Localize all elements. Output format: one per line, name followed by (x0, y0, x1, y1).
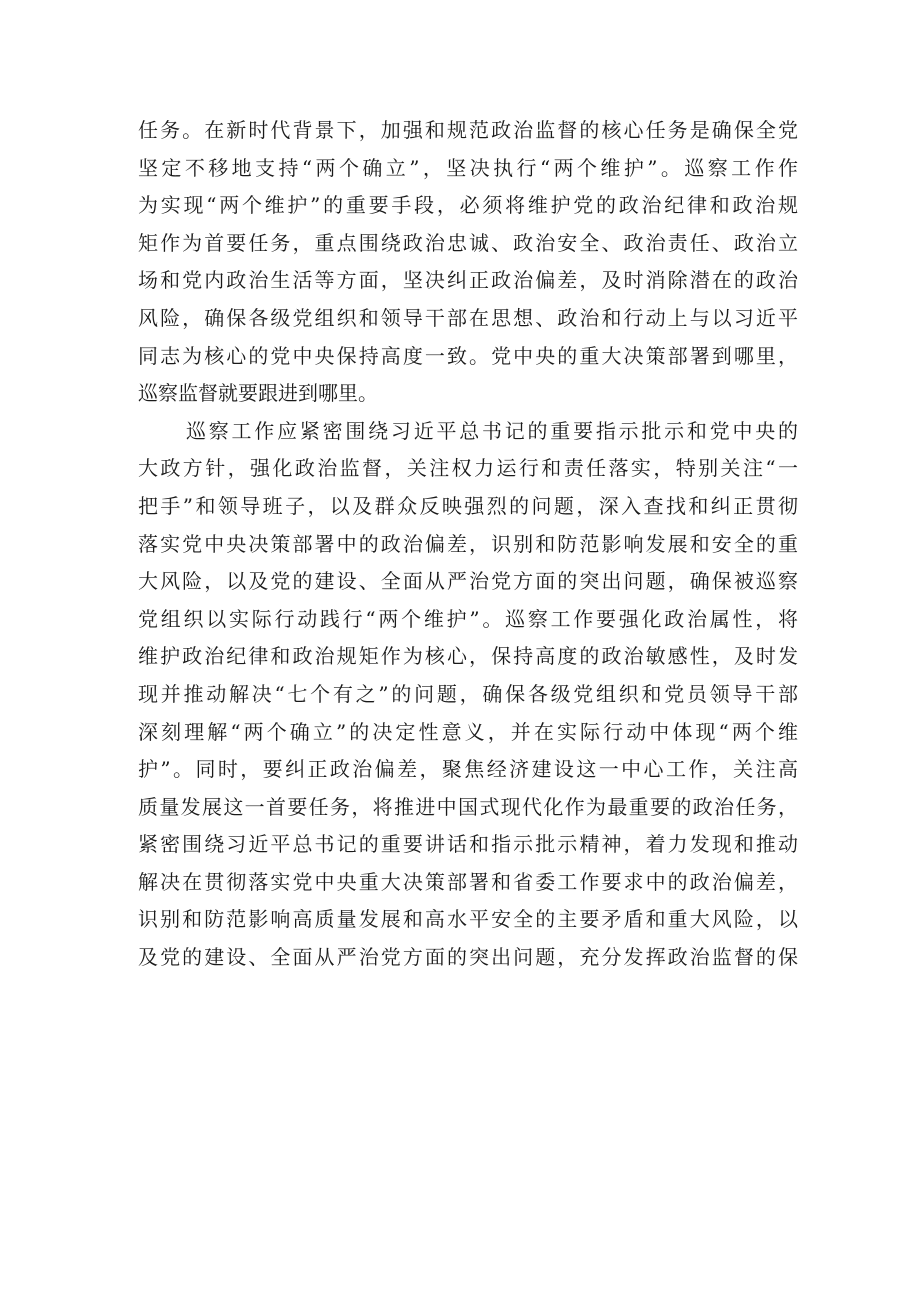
text-line: 深刻理解“两个确立”的决定性意义，并在实际行动中体现“两个维 (138, 719, 798, 744)
text-line: 巡察监督就要跟进到哪里。 (138, 381, 378, 406)
text-line: 为实现“两个维护”的重要手段，必须将维护党的政治纪律和政治规 (138, 193, 798, 218)
text-line: 风险，确保各级党组织和领导干部在思想、政治和行动上与以习近平 (138, 305, 798, 330)
text-line: 矩作为首要任务，重点围绕政治忠诚、政治安全、政治责任、政治立 (138, 230, 798, 255)
text-line: 把手”和领导班子，以及群众反映强烈的问题，深入查找和纠正贯彻 (138, 493, 798, 518)
text-line: 同志为核心的党中央保持高度一致。党中央的重大决策部署到哪里， (138, 343, 798, 368)
text-line: 现并推动解决“七个有之”的问题，确保各级党组织和党员领导干部 (138, 681, 798, 706)
text-line: 巡察工作应紧密围绕习近平总书记的重要指示批示和党中央的 (186, 418, 798, 443)
body-text (138, 112, 798, 977)
text-line: 维护政治纪律和政治规矩作为核心，保持高度的政治敏感性，及时发 (138, 644, 798, 669)
text-line: 大风险，以及党的建设、全面从严治党方面的突出问题，确保被巡察 (138, 569, 798, 594)
text-line: 坚定不移地支持“两个确立”，坚决执行“两个维护”。巡察工作作 (138, 155, 798, 180)
text-line: 场和党内政治生活等方面，坚决纠正政治偏差，及时消除潜在的政治 (138, 268, 798, 293)
text-line: 及党的建设、全面从严治党方面的突出问题，充分发挥政治监督的保 (138, 945, 798, 970)
text-line: 解决在贯彻落实党中央重大决策部署和省委工作要求中的政治偏差， (138, 869, 798, 894)
text-line: 识别和防范影响高质量发展和高水平安全的主要矛盾和重大风险，以 (138, 907, 798, 932)
text-line: 任务。在新时代背景下，加强和规范政治监督的核心任务是确保全党 (138, 118, 798, 142)
text-line: 护”。同时，要纠正政治偏差，聚焦经济建设这一中心工作，关注高 (138, 757, 798, 782)
text-line: 质量发展这一首要任务，将推进中国式现代化作为最重要的政治任务， (138, 794, 798, 819)
text-line: 大政方针，强化政治监督，关注权力运行和责任落实，特别关注“一 (138, 456, 798, 481)
text-line: 落实党中央决策部署中的政治偏差，识别和防范影响发展和安全的重 (138, 531, 798, 556)
text-line: 紧密围绕习近平总书记的重要讲话和指示批示精神，着力发现和推动 (138, 832, 798, 857)
text-line: 党组织以实际行动践行“两个维护”。巡察工作要强化政治属性，将 (138, 606, 798, 631)
